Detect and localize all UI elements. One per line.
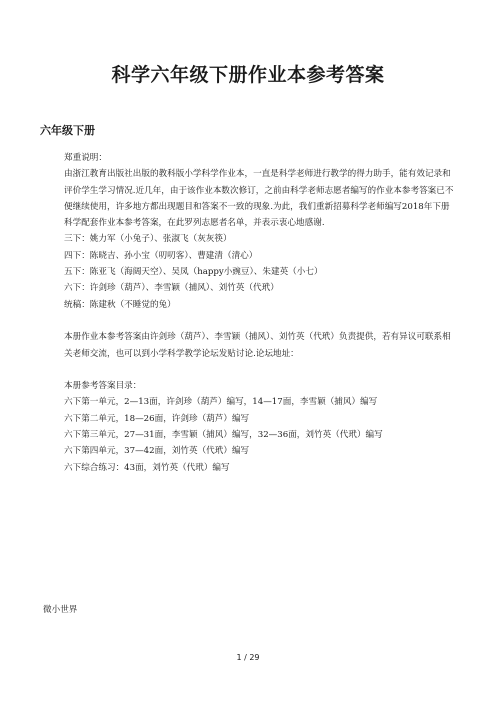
paragraph-gap <box>43 313 454 329</box>
toc-item: 六下第二单元，18—26面，许剑珍（葫芦）编写 <box>64 413 250 424</box>
volunteer-line: 四下：陈晓吉、孙小宝（叨叨客）、曹建清（清心） <box>64 250 258 261</box>
volunteer-line: 统稿：陈建秋（不睡觉的兔） <box>64 299 176 310</box>
toc-item: 六下综合练习：43面，刘竹英（代玳）编写 <box>64 462 230 473</box>
volunteer-line: 三下：姚力军（小兔子）、张淑飞（灰灰筷） <box>64 234 232 245</box>
toc-item: 六下第三单元，27—31面，李雪颖（捕风）编写，32—36面，刘竹英（代玳）编写 <box>64 430 383 441</box>
toc-item: 六下第四单元，37—42面，刘竹英（代玳）编写 <box>64 446 250 457</box>
toc-label: 本册参考答案目录： <box>64 381 142 392</box>
toc-item: 六下第一单元，2—13面，许剑珍（葫芦）编写，14—17面，李雪颖（捕风）编写 <box>64 397 378 408</box>
section-heading: 微小世界 <box>43 605 78 615</box>
volunteer-line: 五下：陈亚飞（海阔天空）、吴凤（happy小豌豆）、朱建英（小七） <box>64 267 323 278</box>
intro-paragraph: 由浙江教育出版社出版的教科版小学科学作业本，一直是科学老师进行教学的得力助手，能有效记录和评价学生学习情况.近几年，由于该作业本数次修订，之前由科学老师志愿者编写的作业本参考答案已不便继续使用，许多地方都出现题目和答案不一致的现象.为此，我们重新招募科学老师编写2018年下册科学配套作业本参考答案，在此罗列志愿者名单，并表示衷心地感谢. <box>64 169 454 229</box>
document-subtitle: 六年级下册 <box>40 124 95 137</box>
document-body <box>43 150 454 476</box>
page-number: 1 / 29 <box>236 653 260 662</box>
provided-paragraph: 本册作业本参考答案由许剑珍（葫芦）、李雪颖（捕风）、刘竹英（代玳）负责提供，若有异议可联系相关老师交流，也可以到小学科学教学论坛发贴讨论.论坛地址： <box>64 332 451 359</box>
paragraph-gap <box>43 362 454 378</box>
intro-label: 郑重说明： <box>64 153 107 163</box>
document-title: 科学六年级下册作业本参考答案 <box>111 64 385 86</box>
volunteer-line: 六下：许剑珍（葫芦）、李雪颖（捕风）、刘竹英（代玳） <box>64 283 279 294</box>
